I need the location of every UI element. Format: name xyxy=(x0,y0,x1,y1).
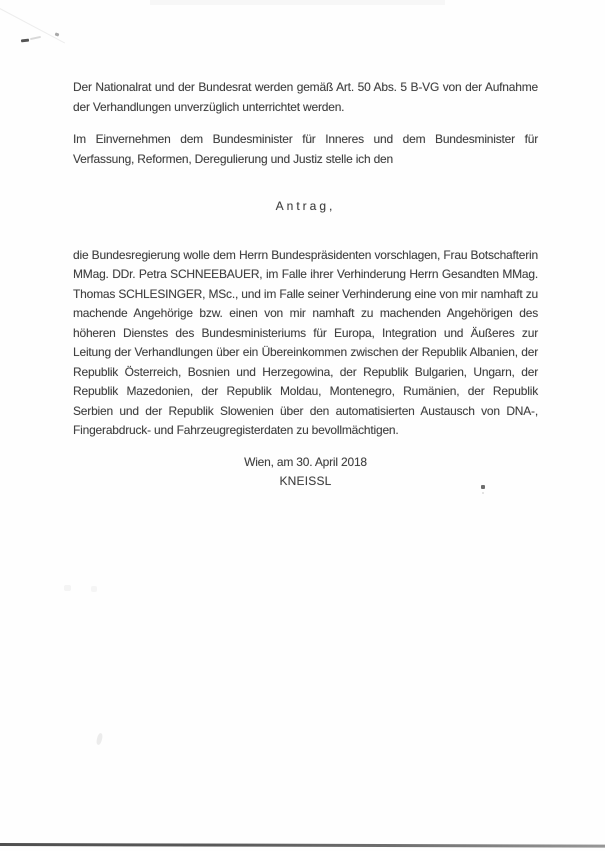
date-line: Wien, am 30. April 2018 xyxy=(244,454,367,469)
signature-name: KNEISSL xyxy=(279,474,332,488)
scan-artifact-speck xyxy=(55,32,60,36)
scan-artifact-top-band xyxy=(150,0,445,5)
page-bottom-edge-line xyxy=(0,843,605,848)
document-content xyxy=(73,78,538,492)
paragraph-motion-body: die Bundesregierung wolle dem Herrn Bundespräsidenten vorschlagen, Frau Botschafterin MMag. DDr. Petra SCHNEEBAUER, im Falle ihrer Verhinderung Herrn Gesandten MMag. Thomas SCHLESINGER, MSc., und im Falle seiner Verhinderung eine von mir namhaft zu machende Angehörige bzw. einen von mir namhaft zu machenden Angehörigen des höheren Dienstes des Bundesministeriums für Europa, Integration und Äußeres zur Leitung der Verhandlungen über ein Übereinkommen zwischen der Republik Albanien, der Republik Österreich, Bosnien und Herzegowina, der Republik Bulgarien, Ungarn, der Republik Mazedonien, der Republik Moldau, Montenegro, Rumänien, der Republik Serbien und der Republik Slowenien über den automatisierten Austausch von DNA-, Fingerabdruck- und Fahrzeugregisterdaten zu bevollmächtigen. xyxy=(73,247,538,437)
paragraph-agreement: Im Einvernehmen dem Bundesminister für Inneres und dem Bundesminister für Verfassung, Reformen, Deregulierung und Justiz stelle ich den xyxy=(73,132,538,166)
paragraph-notification: Der Nationalrat und der Bundesrat werden gemäß Art. 50 Abs. 5 B-VG von der Aufnahme der Verhandlungen unverzüglich unterrichtet werden. xyxy=(73,80,538,114)
scan-artifact-squiggle xyxy=(96,733,104,746)
scan-artifact-faint-mark-2 xyxy=(91,586,97,592)
scan-artifact-ink-dash xyxy=(21,39,29,43)
scan-artifact-ink-dash-trail xyxy=(30,36,41,40)
scan-artifact-faint-mark-1 xyxy=(64,585,71,591)
heading-antrag: Antrag, xyxy=(275,199,336,213)
closing-block xyxy=(73,453,538,492)
scan-artifact-dot xyxy=(481,485,485,489)
